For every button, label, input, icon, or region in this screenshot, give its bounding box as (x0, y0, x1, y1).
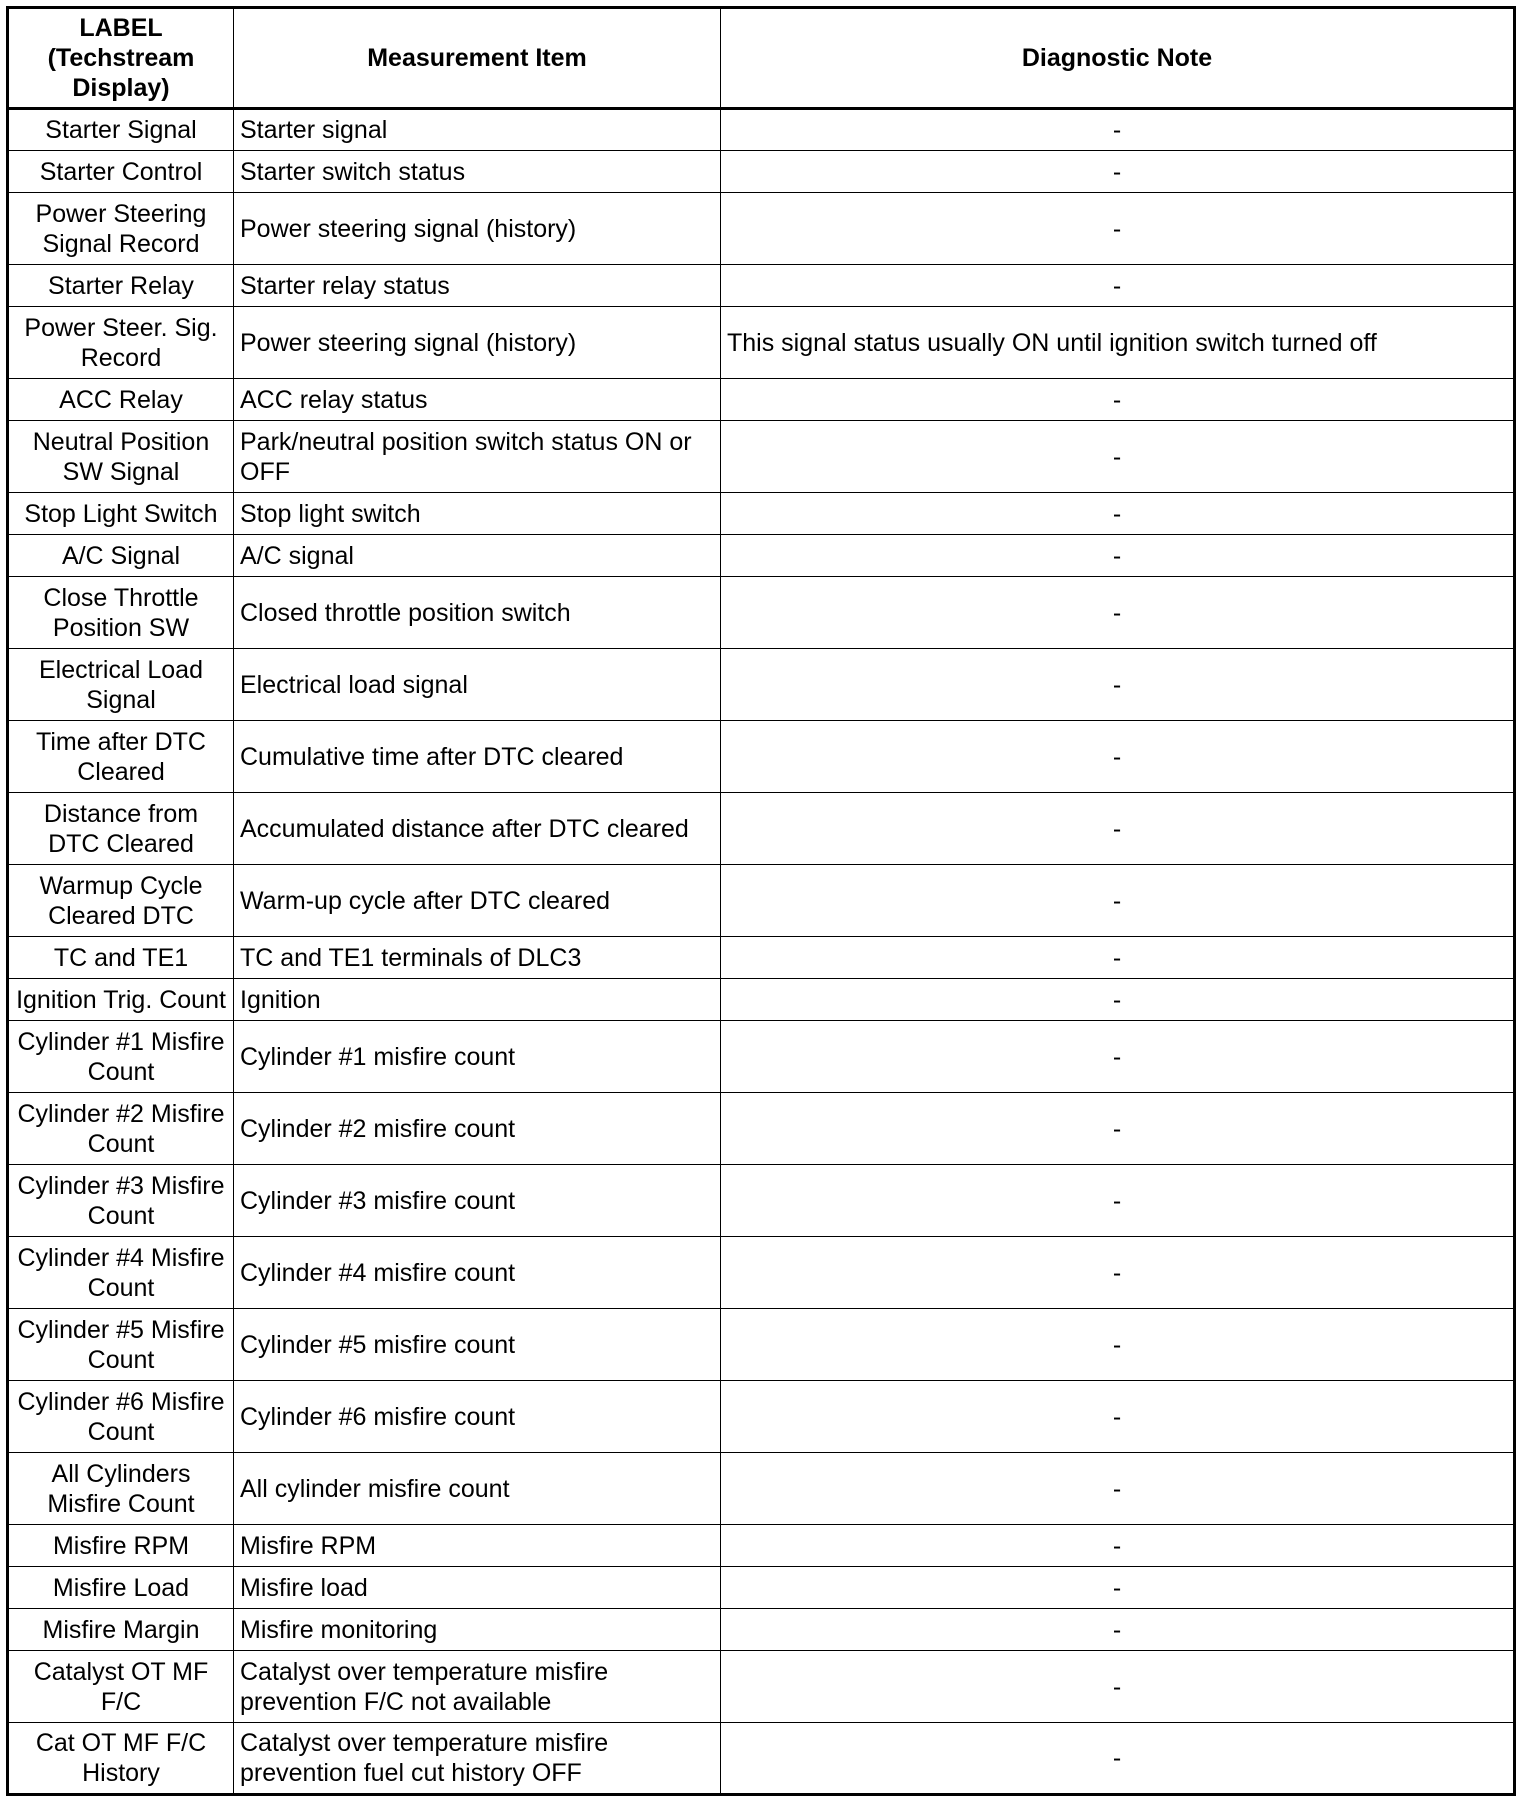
row-diagnostic-note: - (721, 109, 1515, 151)
table-row (8, 937, 1515, 979)
row-diagnostic-note: - (721, 1723, 1515, 1795)
row-diagnostic-note: - (721, 1309, 1515, 1381)
row-measurement-item: Misfire monitoring (234, 1609, 721, 1651)
row-measurement-item: Ignition (234, 979, 721, 1021)
table-row (8, 1525, 1515, 1567)
row-diagnostic-note: - (721, 937, 1515, 979)
row-diagnostic-note: - (721, 577, 1515, 649)
row-label: Cat OT MF F/C History (8, 1723, 234, 1795)
row-label: Starter Control (8, 151, 234, 193)
row-measurement-item: Misfire RPM (234, 1525, 721, 1567)
row-diagnostic-note: - (721, 979, 1515, 1021)
row-measurement-item: Starter relay status (234, 265, 721, 307)
row-label: Warmup Cycle Cleared DTC (8, 865, 234, 937)
row-label: Cylinder #6 Misfire Count (8, 1381, 234, 1453)
row-label: Misfire Load (8, 1567, 234, 1609)
row-measurement-item: Misfire load (234, 1567, 721, 1609)
table-row (8, 379, 1515, 421)
row-measurement-item: Starter switch status (234, 151, 721, 193)
row-measurement-item: Park/neutral position switch status ON or OFF (234, 421, 721, 493)
row-measurement-item: Closed throttle position switch (234, 577, 721, 649)
row-measurement-item: Cylinder #6 misfire count (234, 1381, 721, 1453)
row-diagnostic-note: - (721, 1567, 1515, 1609)
row-diagnostic-note: - (721, 1381, 1515, 1453)
header-measurement-item: Measurement Item (234, 8, 721, 109)
row-measurement-item: Catalyst over temperature misfire prevention fuel cut history OFF (234, 1723, 721, 1795)
data-monitor-table (6, 6, 1516, 1796)
row-diagnostic-note: - (721, 151, 1515, 193)
row-measurement-item: ACC relay status (234, 379, 721, 421)
table-row (8, 193, 1515, 265)
row-diagnostic-note: - (721, 793, 1515, 865)
row-diagnostic-note: This signal status usually ON until ignition switch turned off (721, 307, 1515, 379)
row-measurement-item: Cumulative time after DTC cleared (234, 721, 721, 793)
row-measurement-item: Cylinder #2 misfire count (234, 1093, 721, 1165)
table-row (8, 535, 1515, 577)
row-measurement-item: Cylinder #4 misfire count (234, 1237, 721, 1309)
row-measurement-item: All cylinder misfire count (234, 1453, 721, 1525)
row-label: TC and TE1 (8, 937, 234, 979)
header-row (8, 8, 1515, 109)
row-label: Time after DTC Cleared (8, 721, 234, 793)
row-measurement-item: Electrical load signal (234, 649, 721, 721)
row-label: Cylinder #1 Misfire Count (8, 1021, 234, 1093)
row-label: Cylinder #2 Misfire Count (8, 1093, 234, 1165)
row-diagnostic-note: - (721, 1525, 1515, 1567)
header-label: LABEL (Techstream Display) (8, 8, 234, 109)
row-diagnostic-note: - (721, 265, 1515, 307)
row-measurement-item: A/C signal (234, 535, 721, 577)
table-row (8, 649, 1515, 721)
table-row (8, 151, 1515, 193)
row-label: Cylinder #3 Misfire Count (8, 1165, 234, 1237)
table-row (8, 421, 1515, 493)
row-label: Catalyst OT MF F/C (8, 1651, 234, 1723)
row-label: Misfire Margin (8, 1609, 234, 1651)
table-row (8, 979, 1515, 1021)
table-row (8, 1651, 1515, 1723)
row-diagnostic-note: - (721, 1237, 1515, 1309)
row-label: Distance from DTC Cleared (8, 793, 234, 865)
row-label: ACC Relay (8, 379, 234, 421)
row-diagnostic-note: - (721, 1165, 1515, 1237)
row-label: Power Steering Signal Record (8, 193, 234, 265)
row-label: Neutral Position SW Signal (8, 421, 234, 493)
row-measurement-item: Starter signal (234, 109, 721, 151)
table-row (8, 1021, 1515, 1093)
table-row (8, 721, 1515, 793)
table-row (8, 1093, 1515, 1165)
table-row (8, 1567, 1515, 1609)
row-diagnostic-note: - (721, 193, 1515, 265)
row-measurement-item: Cylinder #3 misfire count (234, 1165, 721, 1237)
row-diagnostic-note: - (721, 649, 1515, 721)
row-label: Electrical Load Signal (8, 649, 234, 721)
row-measurement-item: Power steering signal (history) (234, 307, 721, 379)
row-label: Starter Signal (8, 109, 234, 151)
row-measurement-item: Cylinder #5 misfire count (234, 1309, 721, 1381)
row-diagnostic-note: - (721, 493, 1515, 535)
row-diagnostic-note: - (721, 721, 1515, 793)
table-row (8, 1165, 1515, 1237)
row-label: Close Throttle Position SW (8, 577, 234, 649)
table-row (8, 265, 1515, 307)
table-row (8, 865, 1515, 937)
table-row (8, 493, 1515, 535)
row-measurement-item: Accumulated distance after DTC cleared (234, 793, 721, 865)
table-row (8, 1381, 1515, 1453)
table-body (8, 109, 1515, 1795)
row-diagnostic-note: - (721, 379, 1515, 421)
table-row (8, 307, 1515, 379)
row-measurement-item: Stop light switch (234, 493, 721, 535)
row-diagnostic-note: - (721, 1021, 1515, 1093)
row-diagnostic-note: - (721, 865, 1515, 937)
table-row (8, 1309, 1515, 1381)
row-diagnostic-note: - (721, 1093, 1515, 1165)
table-row (8, 109, 1515, 151)
table-header (8, 8, 1515, 109)
row-measurement-item: Power steering signal (history) (234, 193, 721, 265)
table-row (8, 1237, 1515, 1309)
table-row (8, 1609, 1515, 1651)
table-row (8, 793, 1515, 865)
row-measurement-item: TC and TE1 terminals of DLC3 (234, 937, 721, 979)
row-label: Cylinder #4 Misfire Count (8, 1237, 234, 1309)
row-label: Starter Relay (8, 265, 234, 307)
row-diagnostic-note: - (721, 1453, 1515, 1525)
row-label: Misfire RPM (8, 1525, 234, 1567)
table-row (8, 577, 1515, 649)
row-measurement-item: Cylinder #1 misfire count (234, 1021, 721, 1093)
row-label: Cylinder #5 Misfire Count (8, 1309, 234, 1381)
row-measurement-item: Warm-up cycle after DTC cleared (234, 865, 721, 937)
header-diagnostic-note: Diagnostic Note (721, 8, 1515, 109)
table-row (8, 1453, 1515, 1525)
row-label: A/C Signal (8, 535, 234, 577)
row-diagnostic-note: - (721, 1609, 1515, 1651)
row-label: All Cylinders Misfire Count (8, 1453, 234, 1525)
row-measurement-item: Catalyst over temperature misfire prevention F/C not available (234, 1651, 721, 1723)
row-diagnostic-note: - (721, 421, 1515, 493)
row-diagnostic-note: - (721, 1651, 1515, 1723)
row-label: Power Steer. Sig. Record (8, 307, 234, 379)
table-row (8, 1723, 1515, 1795)
row-diagnostic-note: - (721, 535, 1515, 577)
row-label: Stop Light Switch (8, 493, 234, 535)
row-label: Ignition Trig. Count (8, 979, 234, 1021)
